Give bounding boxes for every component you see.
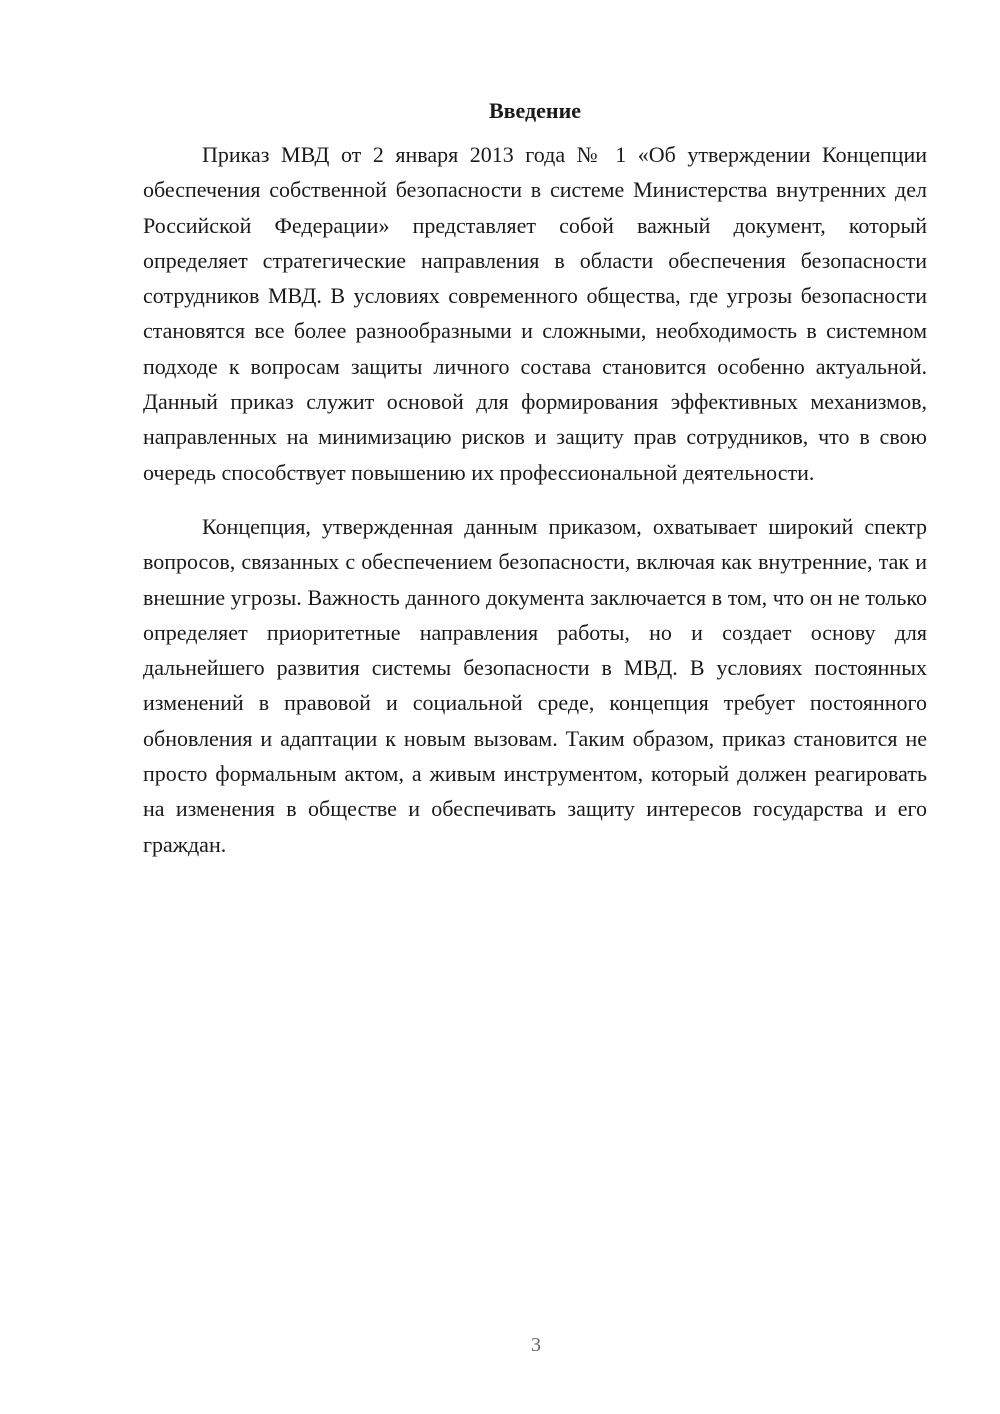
- section-title: Введение: [488, 98, 582, 123]
- paragraph-intro: Приказ МВД от 2 января 2013 года № 1 «Об утверждении Концепции обеспечения собственной безопасности в системе Министерства внутренних дел Российской Федерации» представляет собой важный документ, который определяет стратегические направления в области обеспечения безопасности сотрудников МВД. В условиях современного общества, где угрозы безопасности становятся все более разнообразными и сложными, необходимость в системном подходе к вопросам защиты личного состава становится особенно актуальной. Данный приказ служит основой для формирования эффективных механизмов, направленных на минимизацию рисков и защиту прав сотрудников, что в свою очередь способствует повышению их профессиональной деятельности.: [143, 142, 927, 485]
- page-content: [143, 95, 927, 862]
- page-number: 3: [531, 1334, 541, 1356]
- paragraph-concept: Концепция, утвержденная данным приказом, охватывает широкий спектр вопросов, связанных с обеспечением безопасности, включая как внутренние, так и внешние угрозы. Важность данного документа заключается в том, что он не только определяет приоритетные направления работы, но и создает основу для дальнейшего развития системы безопасности в МВД. В условиях постоянных изменений в правовой и социальной среде, концепция требует постоянного обновления и адаптации к новым вызовам. Таким образом, приказ становится не просто формальным актом, а живым инструментом, который должен реагировать на изменения в обществе и обеспечивать защиту интересов государства и его граждан.: [143, 513, 927, 857]
